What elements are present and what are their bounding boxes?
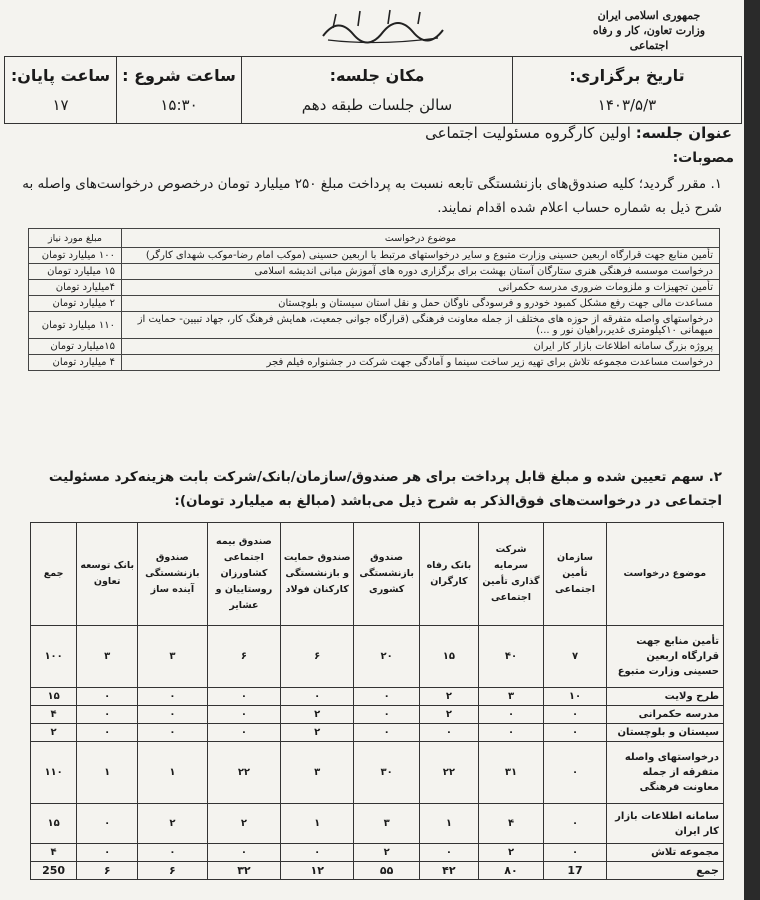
start-value: ۱۵:۳۰ <box>160 95 198 114</box>
value-cell: ۰ <box>478 706 544 724</box>
column-header: صندوق بازنشستگی کشوری <box>354 523 420 626</box>
amount-cell: ۲ میلیارد تومان <box>29 296 122 312</box>
value-cell: ۳ <box>478 688 544 706</box>
value-cell: ۳ <box>281 742 354 804</box>
amount-cell: ۴ میلیارد تومان <box>29 355 122 371</box>
place-value: سالن جلسات طبقه دهم <box>301 95 453 114</box>
title-label: عنوان جلسه: <box>635 124 732 142</box>
col-request: موضوع درخواست <box>122 229 720 248</box>
requests-table <box>28 228 720 371</box>
value-cell: ۶ <box>77 862 138 880</box>
value-cell: ۰ <box>354 688 420 706</box>
table-row <box>31 862 724 880</box>
meeting-info-box <box>4 56 742 124</box>
end-value: ۱۷ <box>52 95 69 114</box>
row-label: تأمین منابع جهت قرارگاه اربعین حسینی وزارت متبوع <box>606 626 723 688</box>
table-row <box>31 626 724 688</box>
value-cell: ۰ <box>281 688 354 706</box>
value-cell: ۱۰۰ <box>31 626 77 688</box>
value-cell: ۱۲ <box>281 862 354 880</box>
table-row <box>31 688 724 706</box>
value-cell: ۲ <box>31 724 77 742</box>
value-cell: ۰ <box>138 688 207 706</box>
table-row <box>29 339 720 355</box>
value-cell: ۰ <box>544 844 606 862</box>
column-header: بانک توسعه تعاون <box>77 523 138 626</box>
value-cell: ۳ <box>354 804 420 844</box>
column-header: صندوق حمایت و بازنشستگی کارکنان فولاد <box>281 523 354 626</box>
value-cell: ۰ <box>138 724 207 742</box>
value-cell: ۱ <box>77 742 138 804</box>
value-cell: ۲ <box>138 804 207 844</box>
value-cell: ۰ <box>77 688 138 706</box>
row-label: سامانه اطلاعات بازار کار ایران <box>606 804 723 844</box>
value-cell: ۲۰ <box>354 626 420 688</box>
title-value: اولین کارگروه مسئولیت اجتماعی <box>425 124 631 142</box>
table-row <box>29 296 720 312</box>
value-cell: ۰ <box>138 706 207 724</box>
value-cell: ۰ <box>207 724 281 742</box>
value-cell: ۱۵ <box>420 626 478 688</box>
value-cell: ۳ <box>138 626 207 688</box>
column-header: بانک رفاه کارگران <box>420 523 478 626</box>
value-cell: ۴ <box>31 706 77 724</box>
request-cell: تأمین منابع جهت قرارگاه اربعین حسینی وزارت متبوع و سایر درخواستهای مرتبط با اربعین حسینی (موکب امام رضا-موکب شهدای کارگر) <box>122 248 720 264</box>
value-cell: 250 <box>31 862 77 880</box>
value-cell: ۰ <box>207 844 281 862</box>
value-cell: ۱ <box>138 742 207 804</box>
date-value: ۱۴۰۳/۵/۳ <box>597 95 657 114</box>
column-header: صندوق بازنشستگی آینده ساز <box>138 523 207 626</box>
table-row <box>31 706 724 724</box>
value-cell: ۴ <box>31 844 77 862</box>
request-cell: پروژه بزرگ سامانه اطلاعات بازار کار ایران <box>122 339 720 355</box>
value-cell: ۶ <box>207 626 281 688</box>
allocation-table <box>30 522 724 880</box>
value-cell: ۱ <box>420 804 478 844</box>
letterhead <box>574 8 724 53</box>
value-cell: ۰ <box>207 688 281 706</box>
value-cell: ۷ <box>544 626 606 688</box>
value-cell: ۴۲ <box>420 862 478 880</box>
amount-cell: ۴میلیارد تومان <box>29 280 122 296</box>
value-cell: ۸۰ <box>478 862 544 880</box>
column-header: موضوع درخواست <box>606 523 723 626</box>
value-cell: ۰ <box>138 844 207 862</box>
value-cell: ۱۵ <box>31 688 77 706</box>
table-row <box>31 804 724 844</box>
value-cell: ۲ <box>207 804 281 844</box>
column-header: سازمان تأمین اجتماعی <box>544 523 606 626</box>
approval-item-1: ۱. مقرر گردید؛ کلیه صندوق‌های بازنشستگی تابعه نسبت به پرداخت مبلغ ۲۵۰ میلیارد تومان درخصوص درخواست‌های واصله به شرح ذیل به شماره حساب اعلام شده اقدام نمایند. <box>22 176 722 216</box>
value-cell: ۰ <box>544 724 606 742</box>
value-cell: ۲۲ <box>420 742 478 804</box>
value-cell: ۲ <box>354 844 420 862</box>
value-cell: ۰ <box>354 706 420 724</box>
row-label: مجموعه تلاش <box>606 844 723 862</box>
row-label: مدرسه حکمرانی <box>606 706 723 724</box>
value-cell: ۰ <box>544 804 606 844</box>
value-cell: ۱۵ <box>31 804 77 844</box>
value-cell: ۰ <box>420 724 478 742</box>
value-cell: ۱۱۰ <box>31 742 77 804</box>
place-label: مکان جلسه: <box>329 66 425 86</box>
value-cell: ۳۰ <box>354 742 420 804</box>
ministry-name: وزارت تعاون، کار و رفاه اجتماعی <box>592 24 706 52</box>
table-row <box>29 248 720 264</box>
value-cell: ۲ <box>420 688 478 706</box>
amount-cell: ۱۵میلیارد تومان <box>29 339 122 355</box>
table-row <box>29 280 720 296</box>
value-cell: ۰ <box>478 724 544 742</box>
table-row <box>31 742 724 804</box>
row-label: طرح ولایت <box>606 688 723 706</box>
value-cell: ۰ <box>544 706 606 724</box>
start-cell <box>116 57 241 123</box>
value-cell: ۱۰ <box>544 688 606 706</box>
value-cell: ۴۰ <box>478 626 544 688</box>
value-cell: ۶ <box>281 626 354 688</box>
end-cell <box>5 57 116 123</box>
meeting-title <box>425 124 732 142</box>
row-label: درخواستهای واصله متفرقه از جمله معاونت فرهنگی <box>606 742 723 804</box>
amount-cell: ۱۵ میلیارد تومان <box>29 264 122 280</box>
table-header-row <box>31 523 724 626</box>
value-cell: ۲ <box>420 706 478 724</box>
amount-cell: ۱۱۰ میلیارد تومان <box>29 312 122 339</box>
value-cell: ۲۲ <box>207 742 281 804</box>
value-cell: ۰ <box>420 844 478 862</box>
value-cell: ۴ <box>478 804 544 844</box>
value-cell: ۱ <box>281 804 354 844</box>
value-cell: ۰ <box>77 706 138 724</box>
value-cell: ۳۲ <box>207 862 281 880</box>
start-label: ساعت شروع : <box>122 66 236 86</box>
date-cell <box>512 57 741 123</box>
column-header: جمع <box>31 523 77 626</box>
column-header: شرکت سرمایه گذاری تأمین اجتماعی <box>478 523 544 626</box>
value-cell: ۰ <box>281 844 354 862</box>
table-row <box>29 312 720 339</box>
date-label: تاریخ برگزاری: <box>569 66 685 86</box>
place-cell <box>241 57 512 123</box>
column-header: صندوق بیمه اجتماعی کشاورزان روستاییان و عشایر <box>207 523 281 626</box>
scan-edge <box>744 0 760 900</box>
row-label: سیستان و بلوچستان <box>606 724 723 742</box>
end-label: ساعت پایان: <box>10 66 111 86</box>
value-cell: ۵۵ <box>354 862 420 880</box>
amount-cell: ۱۰۰ میلیارد تومان <box>29 248 122 264</box>
value-cell: ۲ <box>478 844 544 862</box>
row-label: جمع <box>606 862 723 880</box>
value-cell: ۰ <box>354 724 420 742</box>
table-row <box>29 355 720 371</box>
request-cell: مساعدت مالی جهت رفع مشکل کمبود خودرو و فرسودگی ناوگان حمل و نقل استان سیستان و بلوچستان <box>122 296 720 312</box>
request-cell: درخواست مساعدت مجموعه تلاش برای تهیه زیر ساخت سینما و آمادگی جهت شرکت در جشنواره فیلم فجر <box>122 355 720 371</box>
table-row <box>31 724 724 742</box>
approvals-heading: مصوبات: <box>672 150 734 166</box>
value-cell: ۰ <box>207 706 281 724</box>
value-cell: ۰ <box>77 724 138 742</box>
value-cell: ۰ <box>77 804 138 844</box>
approval-item-2: ۲. سهم تعیین شده و مبلغ قابل پرداخت برای هر صندوق/سازمان/بانک/شرکت بابت هزینه‌کرد مسئولیت اجتماعی در درخواست‌های فوق‌الذکر به شرح ذیل می‌باشد (مبالغ به میلیارد تومان): <box>48 469 722 509</box>
value-cell: ۲ <box>281 724 354 742</box>
request-cell: درخواستهای واصله متفرقه از حوزه های مختلف از جمله معاونت فرهنگی (قرارگاه جوانی جمعیت، همایش فرهنگ کار، جهاد تبیین- حمایت از میهمانی ۱۰کیلومتری غدیر،راهیان نور و ...) <box>122 312 720 339</box>
country-name: جمهوری اسلامی ایران <box>597 9 701 22</box>
value-cell: ۰ <box>544 742 606 804</box>
table-row <box>29 264 720 280</box>
value-cell: ۰ <box>77 844 138 862</box>
value-cell: 17 <box>544 862 606 880</box>
value-cell: ۳۱ <box>478 742 544 804</box>
table-header-row <box>29 229 720 248</box>
value-cell: ۲ <box>281 706 354 724</box>
col-amount: مبلغ مورد نیاز <box>29 229 122 248</box>
basmala-calligraphy <box>318 6 448 46</box>
request-cell: تأمین تجهیزات و ملزومات ضروری مدرسه حکمرانی <box>122 280 720 296</box>
value-cell: ۶ <box>138 862 207 880</box>
request-cell: درخواست موسسه فرهنگی هنری ستارگان آستان بهشت برای برگزاری دوره های آموزش مبانی اندیشه اسلامی <box>122 264 720 280</box>
table-row <box>31 844 724 862</box>
value-cell: ۳ <box>77 626 138 688</box>
